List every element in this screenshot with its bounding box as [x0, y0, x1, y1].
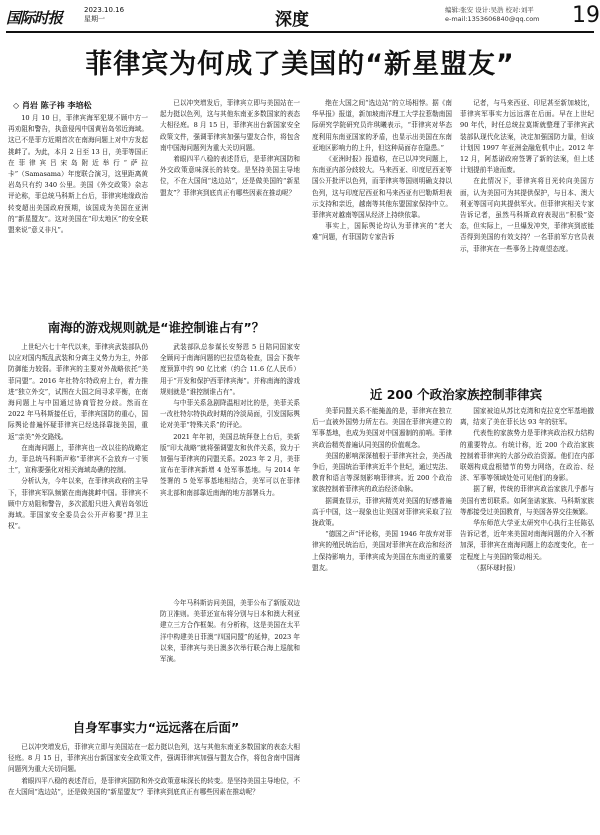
issue-date — [84, 6, 124, 24]
text-column-10 — [8, 742, 300, 828]
paragraph: 美国的影响深深植根于菲律宾社会，美西战争后，美国统治菲律宾近半个世纪，通过宪法、教育和语言等深刻影响菲律宾。近 200 个政治家族控制着菲律宾的政治经济命脉。 — [312, 451, 452, 494]
paragraph: 10 月 10 日，菲律宾海军犯规不顾中方一再劝阻和警告，执意侵闯中国黄岩岛邻近海域。这已不是菲方近期首次在南海问题上对中方发起挑衅了。为此，本月 2 日至 13 日，美菲等国正在菲律宾吕宋岛附近举行“萨拉卡”（Samasama）年度联合演习，这里距离黄岩岛只有约 340 公里。美国《外交政策》杂志评论称，菲总统马科斯上台后，菲律宾地缘政治转变超出美国政府预期，该国成为美国在亚洲的“新星盟友”。这对美国在“印太地区”的安全联盟来说“意义非凡”。 — [8, 114, 148, 235]
header-rule — [6, 31, 594, 33]
paragraph: （据环球时报） — [473, 563, 520, 572]
paragraph: 2021 年年初，美国总统拜登上台后，美新版“印太战略”就将强调盟友和伙伴关系，致力于加强与菲律宾的同盟关系。2023 年 2 月，美菲宣布在菲律宾新增 4 处军事基地。与 2014 年签署的 5 处军事基地相结合，美军可以在菲律宾北部和南部靠近南海的地方部署兵力。 — [160, 432, 300, 497]
paragraph: 着眼四平八稳的表述背后，是菲律宾国防和外交政策意味深长的转变。是坚持美国主导地位，不在大国间“选边站”，还是做美国的“新星盟友”？菲律宾到底真正有哪些因素在推动呢？ — [160, 155, 300, 197]
paragraph: 武装部队总参谋长安努恩 5 日陪同国家安全顾问于南海问题的巴拉望岛检查，国会下拨年度预算中约 90 亿比索（约合 11.6 亿人民币）用于“开发和保护西菲律宾海”。并称南海的游戏规则就是“谁控制谁占有”。 — [160, 343, 300, 396]
text-column-3 — [312, 98, 452, 313]
subheading-security: 自身军事实力“远远落在后面” — [72, 720, 240, 735]
newspaper-logo: 国际时报 — [6, 9, 63, 27]
paragraph: 华东师范大学亚太研究中心执行主任陈弘告诉记者，近年来美国对南海问题的介入不断加深，菲律宾在南海问题上的态度变化，在一定程度上与美国的策动相关。 — [460, 519, 594, 561]
text-column-5 — [8, 342, 148, 712]
text-column-2 — [160, 98, 300, 313]
paragraph: “德国之声”评论称，美国 1946 年放弃对菲律宾的殖民统治后，美国对菲律宾在政治和经济上保持影响力，菲律宾成为美国在东南亚的重要盟友。 — [312, 530, 452, 572]
paragraph: 已以冲突增发后，菲律宾立即与美国站在一起力挺以色列，这与其他东南亚多数国家的表态大相径庭。8 月 15 日，菲律宾出台新国家安全政策文件，强调菲律宾加强与盟友合作，将包含南中国海问题列为重大关切问题。 — [8, 743, 300, 774]
page-number: 19 — [572, 3, 600, 28]
staff-text: 编辑:张安 设计:吴浩 校对:刘平 — [445, 6, 534, 14]
text-column-1 — [8, 113, 148, 313]
paragraph: 分析认为，今年以来，在菲律宾政府的主导下，菲律宾军队频繁在南海挑衅中国。菲律宾不顾中方劝阻和警告，多次派船只进入黄岩岛邻近海域。菲国家安全委员会公开声称要“捍卫主权”。 — [8, 477, 148, 531]
paragraph: 在南海问题上，菲律宾也一改以往的战略定力，菲总统马科斯声称“菲律宾不会放弃一寸领土”，宣称要强化对相关海域岛礁的控制。 — [8, 443, 148, 475]
date-text: 2023.10.16 — [84, 6, 125, 14]
text-column-8 — [312, 406, 452, 826]
weekday-text: 星期一 — [84, 15, 105, 23]
paragraph: 据了解，传统的菲律宾政治家族几乎都与美国有密切联系。如阿奎诺家族、马科斯家族等都接受过美国教育，与美国各界交往频繁。 — [460, 485, 594, 516]
subheading-families: 近 200 个政治家族控制菲律宾 — [369, 387, 543, 402]
text-column-9 — [460, 406, 594, 826]
paragraph: 在此情况下，菲律宾将目光转向美国方面，认为美国可为其提供保护，与日本、澳大利亚等国可向其提供军火。但菲律宾相关专家告诉记者，虽然马科斯政府表现出“积极”姿态，但实际上，一旦爆发冲突，菲律宾到底能否得到美国的有效支持？一名菲前军方官员表示，菲律宾在一些事务上持观望态度。 — [460, 177, 594, 253]
paragraph: 已以冲突增发后，菲律宾立即与美国站在一起力挺以色列，这与其他东南亚多数国家的表态大相径庭。8 月 15 日，菲律宾出台新国家安全政策文件，强调菲律宾加强与盟友合作，将包含南中国海问题列为重大关切问题。 — [160, 99, 300, 152]
paragraph: 美菲同盟关系不能掩盖的是，菲律宾在独立后一直被外国势力所左右。美国在菲律宾建立的军事基地，也成为美国对中国遏制的前哨。菲律宾政治精英普遍认同美国的价值观念。 — [312, 407, 452, 449]
paragraph: 事实上，国际舆论均认为菲律宾的“老大难”问题，有菲国防专家告诉 — [312, 222, 452, 242]
text-column-7 — [160, 598, 300, 712]
byline: ◇ 肖岩 陈子祎 李培松 — [13, 101, 92, 110]
paragraph: 据调查显示，菲律宾精英对美国的好感普遍高于中国，这一现象也让美国对菲律宾采取了拉拢政策。 — [312, 496, 452, 528]
article-headline: 菲律宾为何成了美国的“新星盟友” — [85, 49, 515, 80]
paragraph: 着眼四平八稳的表述背后，是菲律宾国防和外交政策意味深长的转变。是坚持美国主导地位，不在大国间“选边站”，还是做美国的“新星盟友”？菲律宾到底真正有哪些因素在推动呢？ — [8, 776, 300, 796]
text-column-6 — [160, 342, 300, 592]
subheading-south-sea: 南海的游戏规则就是“谁控制谁占有”？ — [47, 320, 265, 335]
paragraph: 代表性的家族势力是菲律宾政治权力结构的重要特点。有统计称，近 200 个政治家族控制着菲律宾的大部分政治资源。他们在内部联姻构成盘根错节的势力网络，在政治、经济、军事等领域处处可见他们的身影。 — [460, 429, 594, 483]
paragraph: 今年马科斯访问美国，美菲公布了新版双边防卫准则。美菲还宣布将分别与日本和澳大利亚建立三方合作框架。有分析称，这是美国在太平洋中构建美日菲澳“四国同盟”的延伸，2023 年以来，菲律宾与美日澳多次举行联合海上巡航和军演。 — [160, 599, 300, 664]
email-text: e-mail:1353606840@qq.com — [445, 15, 540, 23]
paragraph: 记者，与马来西亚、印尼甚至新加坡比，菲律宾军事实力远远落在后面。早在上世纪 90 年代，时任总统拉莫斯就整理了菲律宾武装部队现代化法案，决定加强国防力量，但该计划因 1997 年亚洲金融危机中止。2012 年 12 月，阿基诺政府签署了新的法案，但上述计划提前半途而废。 — [460, 99, 594, 175]
paragraph: 《亚洲时报》报道称，在已以冲突问题上，东南亚内部分歧较大。马来西亚、印度尼西亚等国公开批评以色列，而菲律宾等国则明确支持以色列，这与印度尼西亚和马来西亚有巴勒斯坦表示支持和亲近，越南等其他东盟国家保持中立。菲律宾对越南等国从经济上持续依靠。 — [312, 155, 452, 220]
staff-credits — [445, 6, 540, 24]
paragraph: 上世纪六七十年代以来，菲律宾武装部队仍以应对国内叛乱武装和分离主义势力为主，外部防御能力较弱。菲律宾的主要对外战略依托“美菲同盟”。2016 年杜特尔特政府上台，着力推进“独立外交”，试图在大国之间寻求平衡，在南海问题上与中国通过协商管控分歧。然而在 2022 年马科斯接任后，菲律宾国防的重心，国际舆论普遍怀疑菲律宾已经选择靠拢美国，重返“亲美”外交路线。 — [8, 343, 148, 441]
masthead — [0, 0, 600, 30]
section-title: 深度 — [275, 10, 309, 30]
paragraph: 绝在大国之间“选边站”的立场相悖。据《南华早报》报道，新加坡南洋理工大学拉惹勒南国际研究学院研究员许琪曦表示，“菲律宾对华态度利用东南亚国家的矛盾，也显示出美国在东南亚地区影响力的上升，但这种局面存在隐患。” — [312, 99, 452, 152]
paragraph: 与中菲关系急剧降温相对比的是，美菲关系一改杜特尔特执政时期的冷淡局面，引发国际舆论对美菲“特殊关系”的评论。 — [160, 399, 300, 430]
paragraph: 国家被迫从苏比克湾和克拉克空军基地撤离，结束了美在菲长达 93 年的驻军。 — [460, 407, 594, 427]
text-column-4 — [460, 98, 594, 380]
